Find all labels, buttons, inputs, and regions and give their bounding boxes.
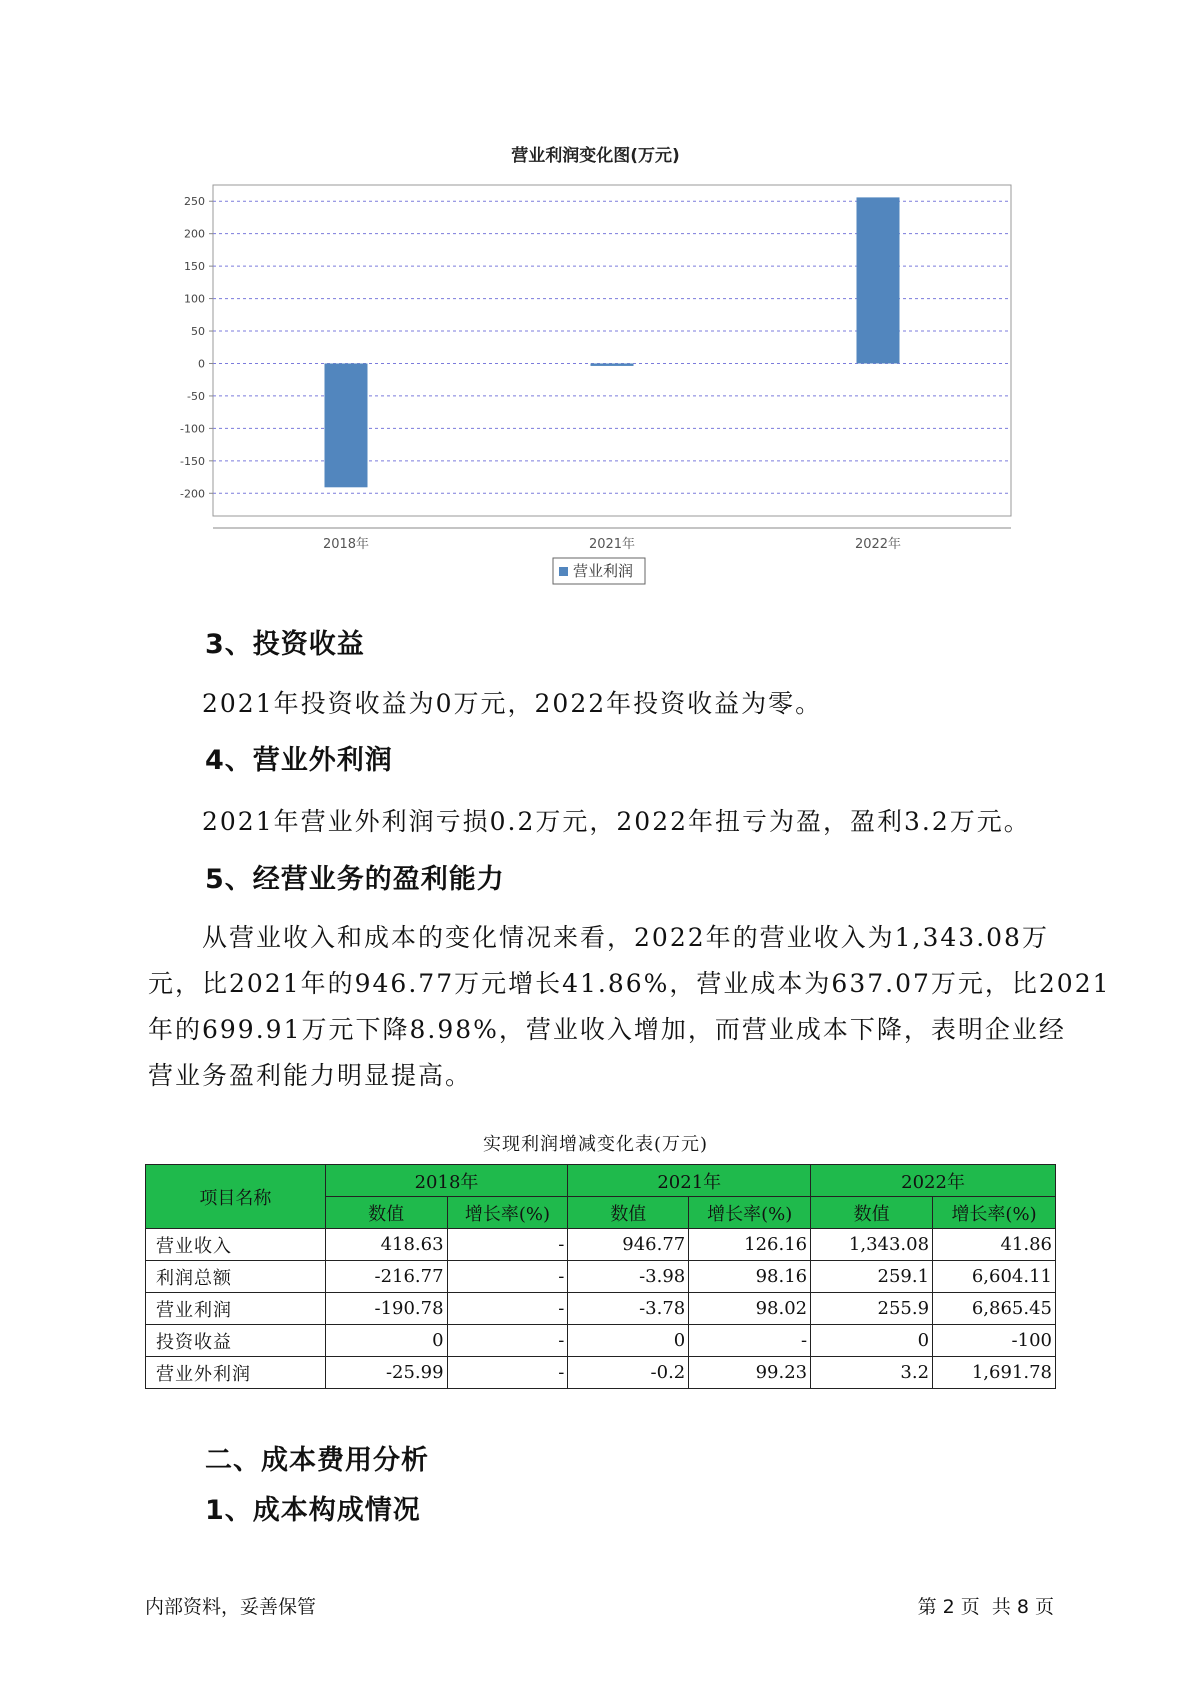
bar-2021年 <box>591 363 634 365</box>
cell-growth-rate: - <box>447 1293 568 1325</box>
profit-bar-chart <box>0 0 1191 600</box>
cell-value: 0 <box>811 1325 933 1357</box>
y-tick-label: 100 <box>184 292 205 306</box>
paragraph-profitability-line-3: 年的699.91万元下降8.98%，营业收入增加，而营业成本下降，表明企业经 <box>148 1015 1066 1044</box>
cell-growth-rate: 6,604.11 <box>933 1261 1056 1293</box>
row-item-name: 投资收益 <box>146 1325 326 1357</box>
y-tick-label: 150 <box>184 260 205 274</box>
y-tick-label: 200 <box>184 227 205 241</box>
cell-growth-rate: 1,691.78 <box>933 1357 1056 1389</box>
paragraph-investment-income: 2021年投资收益为0万元，2022年投资收益为零。 <box>202 689 823 718</box>
cell-value: 255.9 <box>811 1293 933 1325</box>
row-item-name: 营业收入 <box>146 1229 326 1261</box>
x-tick-label: 2021年 <box>588 537 636 552</box>
bar-2022年 <box>857 197 900 363</box>
bar-2018年 <box>325 363 368 487</box>
cell-growth-rate: - <box>447 1357 568 1389</box>
cell-value: -190.78 <box>325 1293 447 1325</box>
table-row <box>146 1325 1056 1357</box>
header-year: 2018年 <box>325 1165 568 1197</box>
y-tick-label: -100 <box>180 422 205 436</box>
row-item-name: 营业利润 <box>146 1293 326 1325</box>
paragraph-non-operating-profit: 2021年营业外利润亏损0.2万元，2022年扭亏为盈，盈利3.2万元。 <box>202 807 1031 836</box>
table-row <box>146 1293 1056 1325</box>
table-row <box>146 1229 1056 1261</box>
y-tick-label: -50 <box>187 389 205 403</box>
cell-growth-rate: - <box>447 1261 568 1293</box>
cell-growth-rate: 98.02 <box>689 1293 811 1325</box>
cell-growth-rate: 126.16 <box>689 1229 811 1261</box>
y-tick-label: 250 <box>184 195 205 209</box>
y-tick-label: 0 <box>198 357 205 371</box>
header-growth: 增长率(%) <box>447 1197 568 1229</box>
cell-value: -216.77 <box>325 1261 447 1293</box>
heading-non-operating-profit: 4、营业外利润 <box>205 745 393 776</box>
table-body <box>146 1229 1056 1389</box>
cell-value: 1,343.08 <box>811 1229 933 1261</box>
heading-cost-structure: 1、成本构成情况 <box>205 1495 421 1526</box>
table-row <box>146 1357 1056 1389</box>
cell-growth-rate: 6,865.45 <box>933 1293 1056 1325</box>
paragraph-profitability-line-1: 从营业收入和成本的变化情况来看，2022年的营业收入为1,343.08万 <box>202 923 1049 952</box>
heading-profitability: 5、经营业务的盈利能力 <box>205 864 505 895</box>
legend-swatch <box>559 567 568 576</box>
y-tick-label: -150 <box>180 454 205 468</box>
cell-growth-rate: 99.23 <box>689 1357 811 1389</box>
row-item-name: 利润总额 <box>146 1261 326 1293</box>
x-tick-label: 2022年 <box>854 537 902 552</box>
cell-growth-rate: 41.86 <box>933 1229 1056 1261</box>
header-value: 数值 <box>568 1197 689 1229</box>
y-tick-label: 50 <box>191 325 205 339</box>
header-year: 2022年 <box>811 1165 1056 1197</box>
cell-value: 0 <box>325 1325 447 1357</box>
cell-value: -25.99 <box>325 1357 447 1389</box>
cell-value: 3.2 <box>811 1357 933 1389</box>
footer-page-number: 第 2 页 共 8 页 <box>917 1596 1054 1618</box>
cell-value: -0.2 <box>568 1357 689 1389</box>
footer-confidential: 内部资料，妥善保管 <box>145 1596 317 1618</box>
cell-value: -3.98 <box>568 1261 689 1293</box>
table-header-row-years <box>146 1165 1056 1197</box>
paragraph-profitability-line-4: 营业务盈利能力明显提高。 <box>148 1061 473 1090</box>
cell-value: 418.63 <box>325 1229 447 1261</box>
x-tick-label: 2018年 <box>322 537 370 552</box>
cell-value: 259.1 <box>811 1261 933 1293</box>
cell-growth-rate: - <box>447 1325 568 1357</box>
heading-cost-analysis: 二、成本费用分析 <box>205 1445 429 1476</box>
header-value: 数值 <box>325 1197 447 1229</box>
legend-label: 营业利润 <box>573 562 634 580</box>
table-title: 实现利润增减变化表(万元) <box>482 1134 709 1155</box>
chart-title: 营业利润变化图(万元) <box>511 146 680 166</box>
heading-investment-income: 3、投资收益 <box>205 629 365 660</box>
profit-change-table <box>145 1164 1056 1389</box>
y-tick-label: -200 <box>180 487 205 501</box>
cell-growth-rate: 98.16 <box>689 1261 811 1293</box>
header-item-name: 项目名称 <box>146 1165 326 1229</box>
cell-growth-rate: -100 <box>933 1325 1056 1357</box>
cell-value: 0 <box>568 1325 689 1357</box>
cell-growth-rate: - <box>447 1229 568 1261</box>
header-year: 2021年 <box>568 1165 811 1197</box>
header-value: 数值 <box>811 1197 933 1229</box>
row-item-name: 营业外利润 <box>146 1357 326 1389</box>
cell-value: 946.77 <box>568 1229 689 1261</box>
paragraph-profitability-line-2: 元，比2021年的946.77万元增长41.86%，营业成本为637.07万元，比2021 <box>148 969 1111 998</box>
cell-value: -3.78 <box>568 1293 689 1325</box>
cell-growth-rate: - <box>689 1325 811 1357</box>
header-growth: 增长率(%) <box>689 1197 811 1229</box>
header-growth: 增长率(%) <box>933 1197 1056 1229</box>
table-row <box>146 1261 1056 1293</box>
